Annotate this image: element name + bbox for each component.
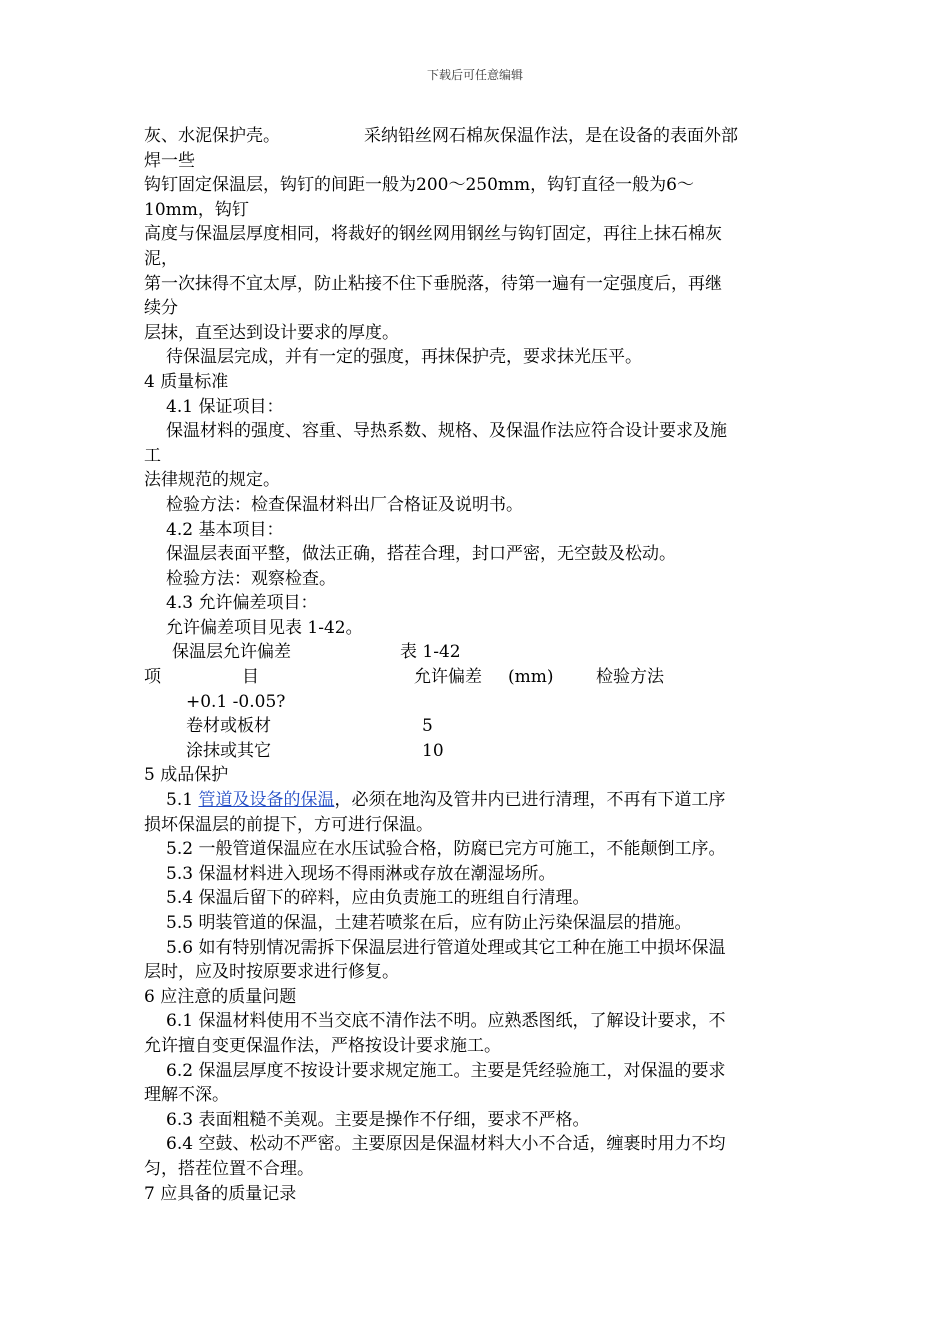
table-cell: +0.1 -0.05? bbox=[186, 691, 286, 712]
paragraph-line: 6.1 保温材料使用不当交底不清作法不明。应熟悉图纸，了解设计要求，不 bbox=[166, 1011, 726, 1032]
table-header-cell: (mm) bbox=[508, 667, 554, 688]
subsection-heading: 4.1 保证项目： bbox=[166, 396, 284, 417]
section-heading: 6 应注意的质量问题 bbox=[144, 986, 297, 1007]
paragraph-line: 层时，应及时按原要求进行修复。 bbox=[144, 962, 399, 983]
paragraph-line bbox=[144, 124, 804, 149]
table-number: 表 1-42 bbox=[400, 642, 461, 663]
paragraph-line: 检验方法：检查保温材料出厂合格证及说明书。 bbox=[166, 494, 523, 515]
paragraph-line: 续分 bbox=[144, 298, 178, 319]
paragraph-line: 匀，搭茬位置不合理。 bbox=[144, 1158, 314, 1179]
table-cell: 5 bbox=[422, 716, 433, 737]
table-caption: 保温层允许偏差 bbox=[172, 642, 291, 663]
table-row bbox=[144, 690, 804, 715]
link-pipe-equipment-insulation[interactable]: 管道及设备的保温 bbox=[198, 790, 335, 811]
paragraph-line: 泥， bbox=[144, 248, 178, 269]
paragraph-line: 工 bbox=[144, 445, 161, 466]
paragraph-line: 钩钉固定保温层，钩钉的间距一般为200～250mm，钩钉直径一般为6～ bbox=[144, 175, 694, 196]
paragraph-line: 10mm，钩钉 bbox=[144, 199, 249, 220]
paragraph-line: 5.5 明装管道的保温，土建若喷浆在后，应有防止污染保温层的措施。 bbox=[166, 913, 692, 933]
paragraph-line: 5.6 如有特别情况需拆下保温层进行管道处理或其它工种在施工中损坏保温 bbox=[166, 937, 726, 958]
paragraph-line: 6.3 表面粗糙不美观。主要是操作不仔细，要求不严格。 bbox=[166, 1109, 590, 1130]
paragraph-line: 法律规范的规定。 bbox=[144, 470, 280, 491]
subsection-heading: 4.3 允许偏差项目： bbox=[166, 593, 318, 614]
table-row bbox=[144, 714, 804, 739]
table-header-cell: 检验方法 bbox=[596, 667, 664, 688]
paragraph-line: 6.4 空鼓、松动不严密。主要原因是保温材料大小不合适，缠裹时用力不均 bbox=[166, 1134, 726, 1155]
paragraph-line: 5.4 保温后留下的碎料，应由负责施工的班组自行清理。 bbox=[166, 888, 590, 909]
paragraph-line bbox=[144, 788, 804, 813]
paragraph-line: 层抹，直至达到设计要求的厚度。 bbox=[144, 322, 399, 343]
paragraph-line: 待保温层完成，并有一定的强度，再抹保护壳，要求抹光压平。 bbox=[166, 347, 642, 368]
text: 5.1 bbox=[166, 790, 194, 811]
table-header-cell: 允许偏差 bbox=[414, 667, 482, 688]
table-header-cell: 目 bbox=[242, 667, 259, 688]
paragraph-line: 保温层表面平整，做法正确，搭茬合理，封口严密，无空鼓及松动。 bbox=[166, 544, 676, 565]
table-header-row bbox=[144, 665, 804, 690]
page-header: 下载后可任意编辑 bbox=[426, 68, 523, 82]
table-caption-row bbox=[144, 640, 804, 665]
table-cell: 涂抹或其它 bbox=[186, 740, 271, 761]
paragraph-line: 理解不深。 bbox=[144, 1085, 229, 1106]
text: ，必须在地沟及管井内已进行清理，不再有下道工序 bbox=[334, 790, 726, 811]
section-heading: 7 应具备的质量记录 bbox=[144, 1183, 297, 1204]
table-header-cell: 项 bbox=[144, 667, 161, 688]
paragraph-line: 6.2 保温层厚度不按设计要求规定施工。主要是凭经验施工，对保温的要求 bbox=[166, 1060, 726, 1081]
paragraph-line: 允许偏差项目见表 1-42。 bbox=[166, 617, 363, 638]
paragraph-line: 高度与保温层厚度相同，将裁好的钢丝网用钢丝与钩钉固定，再往上抹石棉灰 bbox=[144, 224, 722, 245]
section-heading: 4 质量标准 bbox=[144, 371, 229, 392]
text: 灰、水泥保护壳。 bbox=[144, 126, 280, 146]
paragraph-line: 损坏保温层的前提下，方可进行保温。 bbox=[144, 814, 433, 835]
table-cell: 卷材或板材 bbox=[186, 716, 271, 737]
section-heading: 5 成品保护 bbox=[144, 765, 229, 786]
paragraph-line: 允许擅自变更保温作法，严格按设计要求施工。 bbox=[144, 1035, 501, 1056]
table-row bbox=[144, 739, 804, 764]
document-body bbox=[144, 124, 804, 1206]
table-cell: 10 bbox=[422, 740, 444, 761]
text: 采纳铅丝网石棉灰保温作法，是在设备的表面外部 bbox=[364, 126, 738, 146]
paragraph-line: 检验方法：观察检查。 bbox=[166, 568, 336, 589]
paragraph-line: 第一次抹得不宜太厚，防止粘接不住下垂脱落，待第一遍有一定强度后，再继 bbox=[144, 273, 722, 294]
paragraph-line: 5.3 保温材料进入现场不得雨淋或存放在潮湿场所。 bbox=[166, 863, 556, 884]
paragraph-line: 5.2 一般管道保温应在水压试验合格，防腐已完方可施工，不能颠倒工序。 bbox=[166, 839, 726, 860]
paragraph-line: 焊一些 bbox=[144, 150, 195, 171]
subsection-heading: 4.2 基本项目： bbox=[166, 519, 284, 540]
paragraph-line: 保温材料的强度、容重、导热系数、规格、及保温作法应符合设计要求及施 bbox=[166, 421, 727, 442]
